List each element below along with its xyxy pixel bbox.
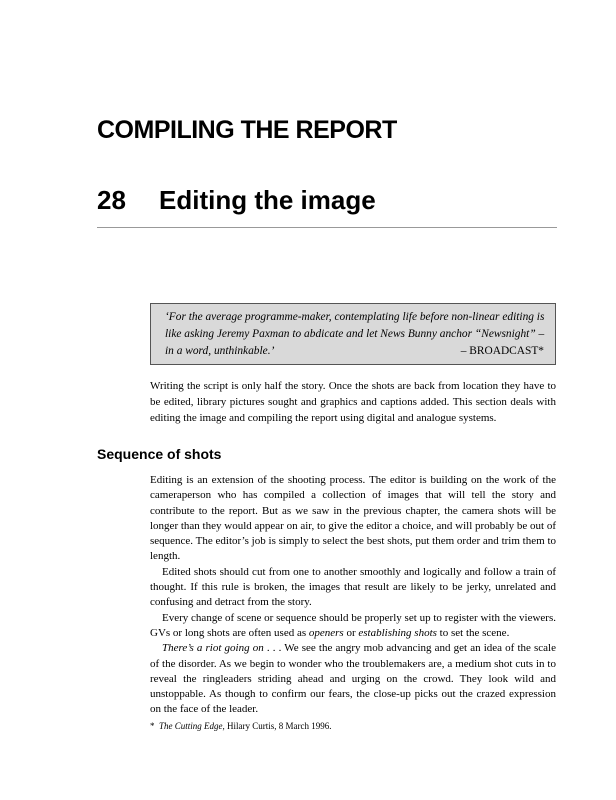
- p3-term-establishing-shots: establishing shots: [358, 626, 437, 639]
- section-heading: Sequence of shots: [97, 446, 222, 462]
- footnote-title: The Cutting Edge: [159, 721, 223, 731]
- footnote-marker: *: [150, 721, 155, 731]
- footnote-citation: , Hilary Curtis, 8 March 1996.: [222, 721, 332, 731]
- epigraph-line-1: ‘For the average programme-maker, contemplating life before non-linear editing is: [165, 311, 545, 323]
- part-title: COMPILING THE REPORT: [97, 116, 397, 144]
- body-paragraph-4: [150, 641, 556, 717]
- p4-text: . . . We see the angry mob advancing and get an idea of the scale of the disorder. As we begin to wonder who the troublemakers are, a medium shot cuts in to reveal the ringleaders striding ahead and urging on the crowd. They look wild and unstoppable. As though to confirm our fears, the close-up picks out the crazed expression on the face of the leader.: [150, 642, 556, 716]
- epigraph-line-3: [165, 343, 544, 360]
- chapter-title: Editing the image: [159, 185, 376, 215]
- body-paragraph-1: Editing is an extension of the shooting process. The editor is building on the work of the cameraperson who has compiled a collection of images that will tell the story and contribute to the report. But as we saw in the previous chapter, the camera shots will be longer than they would appear on air, to give the editor a choice, and will probably be out of sequence. The editor’s job is simply to select the best shots, put them order and trim them to length.: [150, 474, 556, 563]
- p3-text-a: Every change of scene or sequence should be properly set up to register with the viewers. GVs or long shots are often used as: [150, 611, 556, 639]
- p3-text-c: to set the scene.: [436, 626, 510, 639]
- epigraph-line-2: like asking Jeremy Paxman to abdicate and let News Bunny anchor “Newsnight” –: [165, 328, 545, 340]
- body-paragraph-3: [150, 611, 556, 642]
- p4-italic-lead: There’s a riot going on: [162, 642, 264, 655]
- chapter-number: 28: [97, 185, 126, 215]
- footnote: [150, 721, 331, 731]
- epigraph-source: – BROADCAST*: [460, 345, 544, 357]
- section-body: [150, 473, 556, 718]
- epigraph-box: [150, 303, 556, 365]
- epigraph-line-3-text: in a word, unthinkable.’: [165, 345, 275, 357]
- chapter-heading: [97, 185, 376, 216]
- body-paragraph-2: Edited shots should cut from one to another smoothly and logically and follow a train of thought. If this rule is broken, the images that result are likely to be jerky, unrelated and confusing and detract from the story.: [150, 565, 556, 609]
- p3-term-openers: openers: [308, 626, 344, 639]
- chapter-divider: [97, 227, 557, 228]
- p3-text-b: or: [343, 626, 359, 639]
- intro-paragraph: Writing the script is only half the story. Once the shots are back from location they have to be edited, library pictures sought and graphics and captions added. This section deals with editing the image and compiling the report using digital and analogue systems.: [150, 380, 556, 424]
